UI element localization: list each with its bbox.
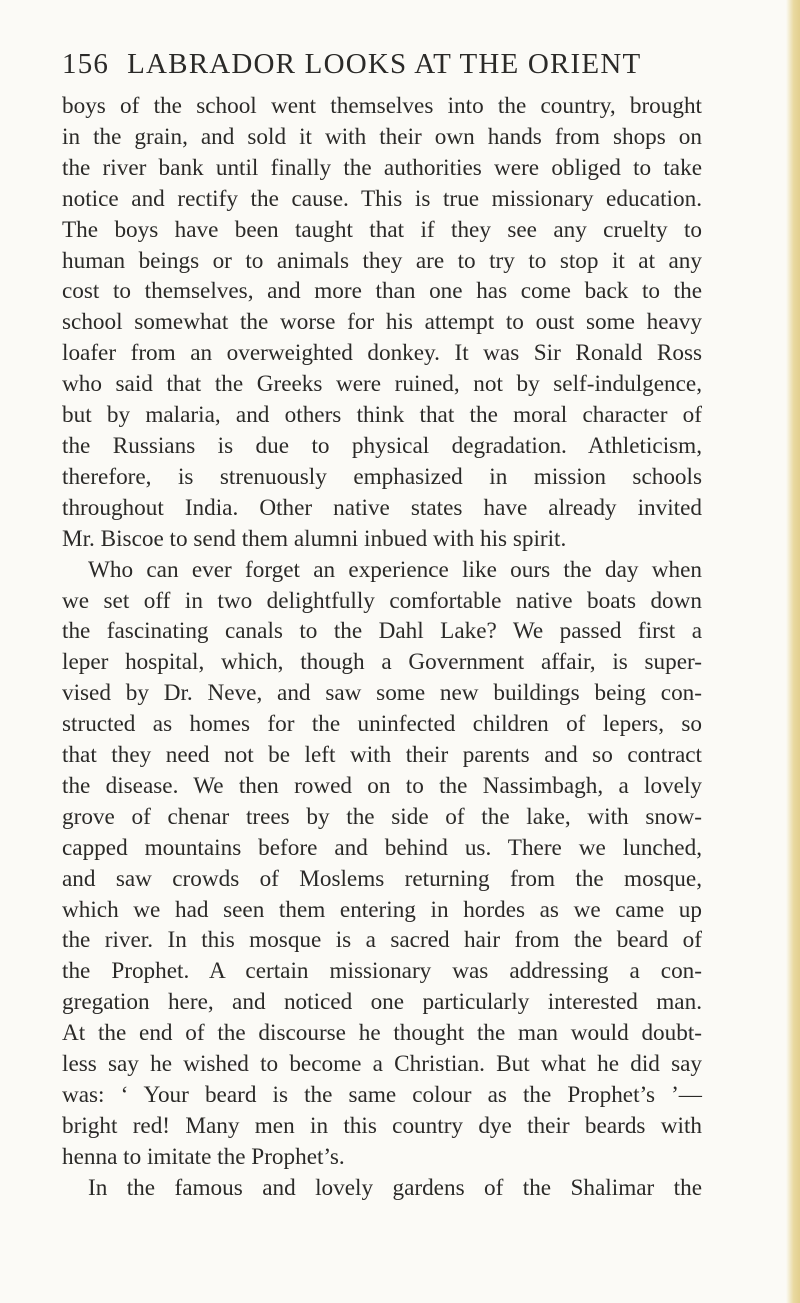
body-text <box>62 91 702 1204</box>
text-line: who said that the Greeks were ruined, not by self-indulgence, <box>62 371 702 398</box>
text-line: gregation here, and noticed one particularly interested man. <box>62 989 702 1016</box>
text-line: In the famous and lovely gardens of the Shalimar the <box>88 1174 702 1201</box>
text-line: and saw crowds of Moslems returning from the mosque, <box>62 865 702 892</box>
text-line: boys of the school went themselves into the country, brought <box>62 93 702 119</box>
text-line: was: ‘ Your beard is the same colour as the Prophet’s ’— <box>62 1082 702 1108</box>
text-line: the Prophet. A certain missionary was addressing a con- <box>62 958 702 985</box>
text-line: The boys have been taught that if they see any cruelty to <box>62 216 702 243</box>
text-line: notice and rectify the cause. This is true missionary education. <box>62 185 702 212</box>
text-line: loafer from an overweighted donkey. It was Sir Ronald Ross <box>62 340 702 367</box>
text-line: human beings or to animals they are to try to stop it at any <box>62 247 702 274</box>
text-line: the fascinating canals to the Dahl Lake? We passed first a <box>62 618 702 645</box>
running-header <box>62 48 702 81</box>
text-line: the Russians is due to physical degradation. Athleticism, <box>62 432 702 459</box>
text-line: less say he wished to become a Christian. But what he did say <box>62 1051 702 1078</box>
page-edge-shading <box>786 0 800 1303</box>
text-line: vised by Dr. Neve, and saw some new buildings being con- <box>62 680 702 707</box>
text-line: therefore, is strenuously emphasized in mission schools <box>62 463 702 490</box>
text-line: we set off in two delightfully comfortable native boats down <box>62 587 702 614</box>
text-line: Mr. Biscoe to send them alumni inbued with his spirit. <box>62 525 567 552</box>
text-line: cost to themselves, and more than one has come back to the <box>62 278 702 305</box>
text-line: in the grain, and sold it with their own hands from shops on <box>62 123 702 150</box>
text-line: grove of chenar trees by the side of the lake, with snow- <box>62 803 702 830</box>
text-line: Who can ever forget an experience like ours the day when <box>88 556 702 583</box>
text-line: but by malaria, and others think that the moral character of <box>62 402 702 429</box>
text-line: henna to imitate the Prophet’s. <box>62 1143 345 1170</box>
text-line: school somewhat the worse for his attempt to oust some heavy <box>62 309 702 336</box>
text-line: the disease. We then rowed on to the Nassimbagh, a lovely <box>62 772 702 799</box>
page-number: 156 <box>62 48 110 80</box>
running-title: LABRADOR LOOKS AT THE ORIENT <box>127 48 642 80</box>
text-line: At the end of the discourse he thought the man would doubt- <box>62 1020 702 1047</box>
text-line: throughout India. Other native states have already invited <box>62 494 702 521</box>
text-line: leper hospital, which, though a Government affair, is super- <box>62 649 702 676</box>
text-line: that they need not be left with their parents and so contract <box>62 742 702 769</box>
text-line: which we had seen them entering in hordes as we came up <box>62 896 702 923</box>
text-line: bright red! Many men in this country dye their beards with <box>62 1112 702 1139</box>
text-line: capped mountains before and behind us. There we lunched, <box>62 834 702 861</box>
text-line: the river. In this mosque is a sacred hair from the beard of <box>62 927 702 954</box>
text-line: structed as homes for the uninfected children of lepers, so <box>62 711 702 738</box>
text-line: the river bank until finally the authorities were obliged to take <box>62 154 702 181</box>
